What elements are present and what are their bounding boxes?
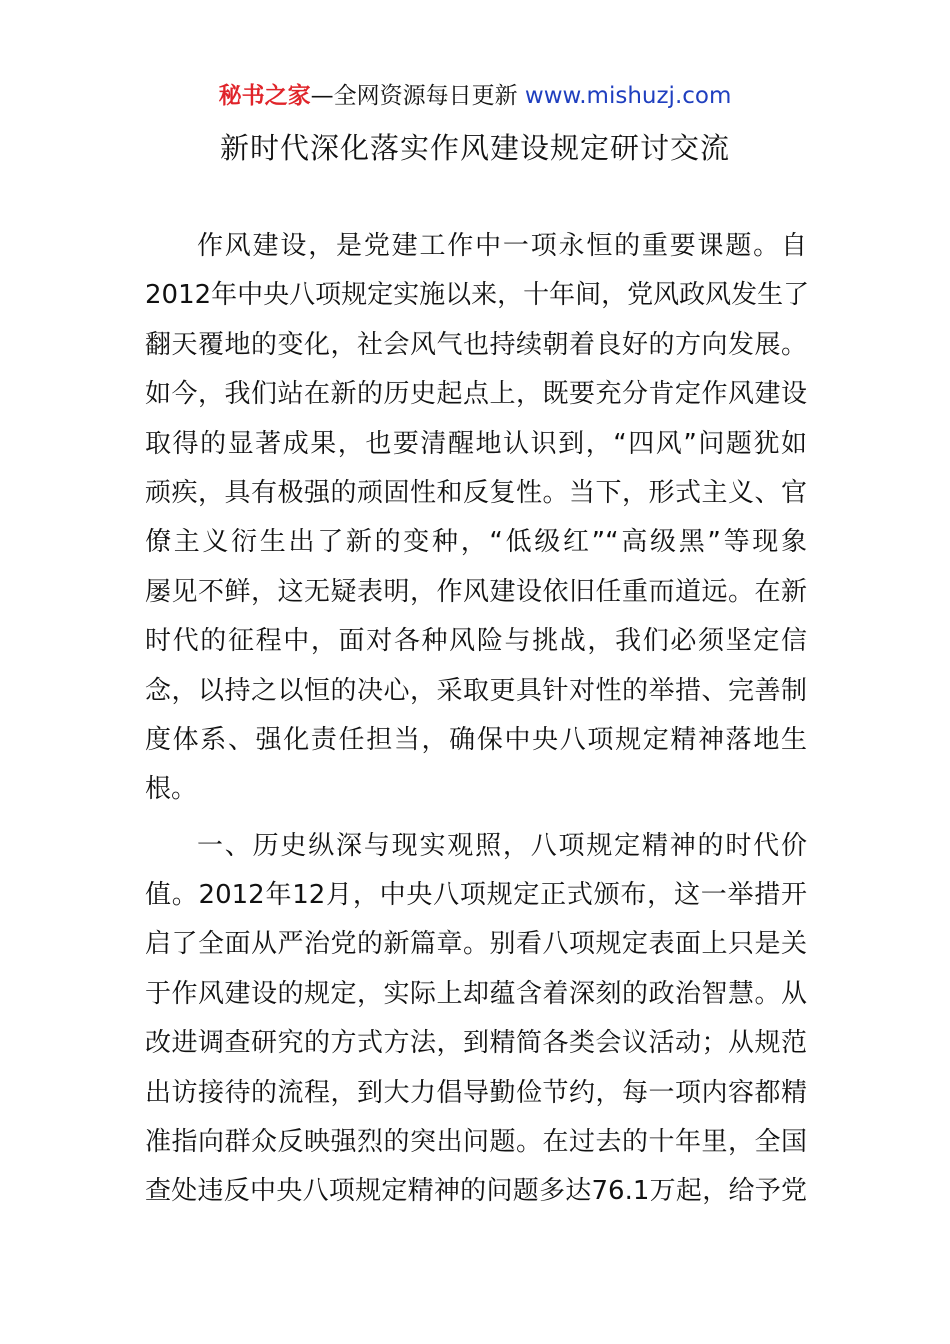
text-line: 如今，我们站在新的历史起点上，既要充分肯定作风建设 xyxy=(145,379,807,410)
text-line: 启了全面从严治党的新篇章。别看八项规定表面上只是关 xyxy=(145,929,807,960)
text-line: 顽疾，具有极强的顽固性和反复性。当下，形式主义、官 xyxy=(145,477,807,508)
text-line: 僚主义衍生出了新的变种，“低级红”“高级黑”等现象 xyxy=(145,527,807,558)
paragraph-1 xyxy=(145,222,810,815)
text-line: 取得的显著成果，也要清醒地认识到，“四风”问题犹如 xyxy=(145,428,807,459)
paragraph-2 xyxy=(145,822,807,1217)
document-body xyxy=(145,222,810,1217)
text-line: 度体系、强化责任担当，确保中央八项规定精神落地生 xyxy=(145,724,807,755)
site-url-link[interactable]: www.mishuzj.com xyxy=(524,83,732,109)
text-line: 改进调查研究的方式方法，到精简各类会议活动；从规范 xyxy=(145,1028,807,1059)
text-line: 屡见不鲜，这无疑表明，作风建设依旧任重而道远。在新 xyxy=(145,576,807,607)
site-header xyxy=(0,80,950,112)
site-slogan: —全网资源每日更新 xyxy=(310,83,518,109)
site-brand: 秘书之家 xyxy=(218,83,311,109)
text-line: 时代的征程中，面对各种风险与挑战，我们必须坚定信 xyxy=(145,626,807,657)
text-line: 根。 xyxy=(145,774,198,805)
text-line: 念，以持之以恒的决心，采取更具针对性的举措、完善制 xyxy=(145,675,807,706)
document-title: 新时代深化落实作风建设规定研讨交流 xyxy=(219,131,730,165)
text-line: 出访接待的流程，到大力倡导勤俭节约，每一项内容都精 xyxy=(145,1077,807,1108)
text-line: 2012年中央八项规定实施以来，十年间，党风政风发生了 xyxy=(145,280,810,311)
text-line: 作风建设，是党建工作中一项永恒的重要课题。自 xyxy=(197,231,807,261)
text-line: 翻天覆地的变化，社会风气也持续朝着良好的方向发展。 xyxy=(145,329,807,360)
text-line: 值。2012年12月，中央八项规定正式颁布，这一举措开 xyxy=(145,880,807,911)
text-line: 查处违反中央八项规定精神的问题多达76.1万起，给予党 xyxy=(145,1176,807,1207)
text-line: 准指向群众反映强烈的突出问题。在过去的十年里，全国 xyxy=(145,1127,807,1158)
text-line: 一、历史纵深与现实观照，八项规定精神的时代价 xyxy=(197,830,807,861)
text-line: 于作风建设的规定，实际上却蕴含着深刻的政治智慧。从 xyxy=(145,978,807,1009)
